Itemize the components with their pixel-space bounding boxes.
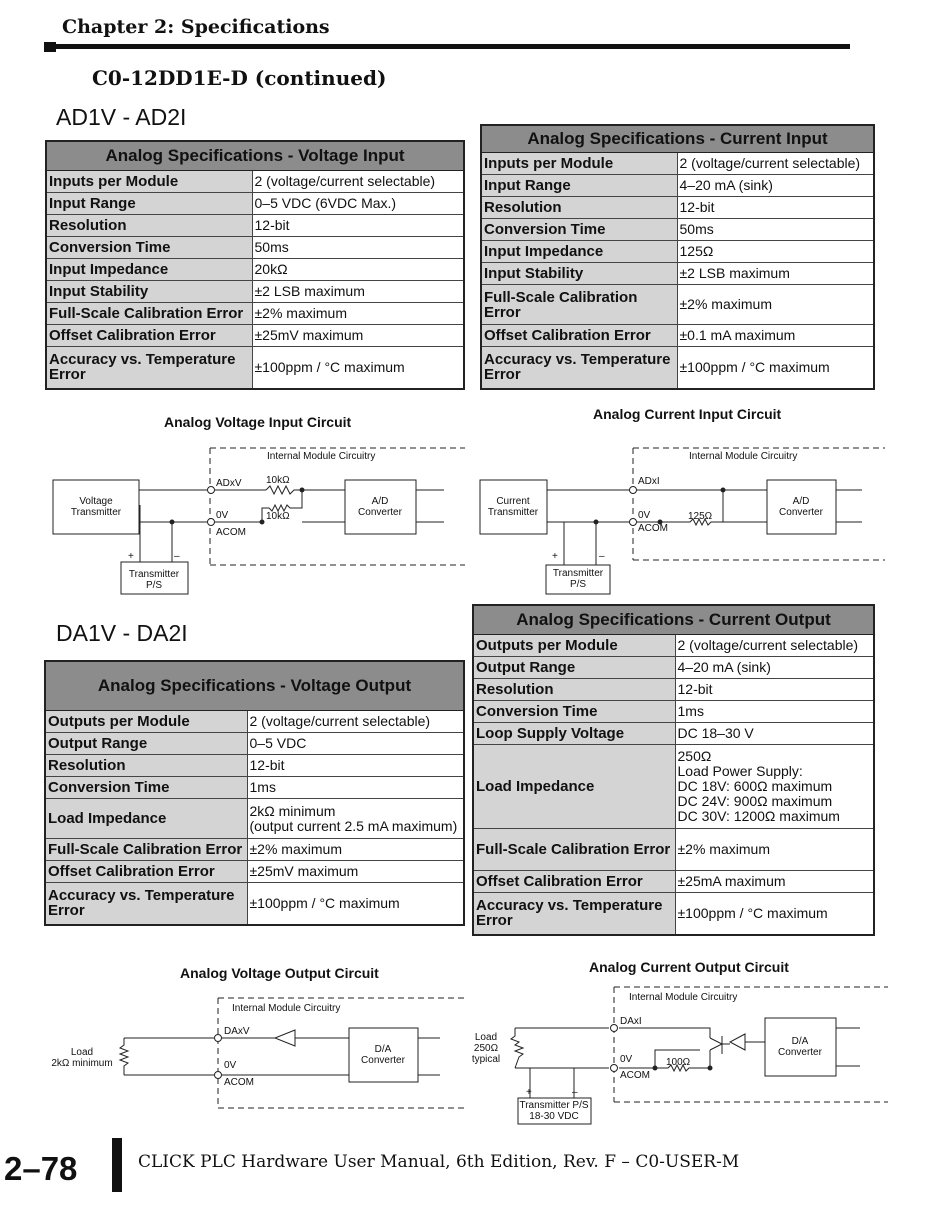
spec-value: 50ms — [252, 237, 464, 259]
spec-label: Outputs per Module — [473, 635, 675, 657]
spec-value: ±2% maximum — [247, 839, 464, 861]
spec-value: ±2% maximum — [675, 829, 874, 871]
spec-label: Full-Scale Calibration Error — [46, 303, 252, 325]
vin-converter-label: A/D Converter — [358, 496, 402, 518]
spec-value: 2 (voltage/current selectable) — [247, 711, 464, 733]
spec-value: 50ms — [677, 219, 874, 241]
iout-com-label: ACOM — [620, 1070, 650, 1081]
spec-value: 4–20 mA (sink) — [675, 657, 874, 679]
spec-value: 12-bit — [252, 215, 464, 237]
spec-label: Conversion Time — [481, 219, 677, 241]
spec-value: 4–20 mA (sink) — [677, 175, 874, 197]
spec-value: 1ms — [247, 777, 464, 799]
spec-value: ±100ppm / °C maximum — [677, 347, 874, 389]
spec-label: Input Stability — [481, 263, 677, 285]
spec-value: 20kΩ — [252, 259, 464, 281]
iout-plus-label: + — [526, 1087, 532, 1098]
vin-ps-label: Transmitter P/S — [128, 569, 180, 591]
spec-value: ±2 LSB maximum — [677, 263, 874, 285]
chapter-heading: Chapter 2: Specifications — [62, 16, 330, 38]
vout-zero-label: 0V — [224, 1060, 237, 1071]
table-title: Analog Specifications - Current Input — [481, 125, 874, 153]
spec-value: 12-bit — [675, 679, 874, 701]
spec-label: Input Impedance — [46, 259, 252, 281]
vout-com-label: ACOM — [224, 1077, 254, 1088]
spec-value: 1ms — [675, 701, 874, 723]
spec-label: Outputs per Module — [45, 711, 247, 733]
spec-label: Accuracy vs. Temperature Error — [473, 893, 675, 935]
spec-value: 12-bit — [677, 197, 874, 219]
spec-value: 0–5 VDC — [247, 733, 464, 755]
vin-com-label: ACOM — [216, 527, 246, 538]
iin-r1-label: 125Ω — [688, 511, 713, 522]
spec-label: Output Range — [473, 657, 675, 679]
spec-label: Resolution — [481, 197, 677, 219]
iin-com-label: ACOM — [638, 523, 668, 534]
spec-value: 2 (voltage/current selectable) — [675, 635, 874, 657]
spec-label: Full-Scale Calibration Error — [481, 285, 677, 325]
footer-text: CLICK PLC Hardware User Manual, 6th Edition, Rev. F – C0-USER-M — [138, 1152, 740, 1172]
spec-label: Inputs per Module — [481, 153, 677, 175]
vout-load-label: Load 2kΩ minimum — [51, 1047, 113, 1069]
iout-converter-label: D/A Converter — [778, 1036, 822, 1058]
current-input-circuit-title: Analog Current Input Circuit — [593, 406, 782, 422]
iout-load-label: Load 250Ω typical — [471, 1032, 501, 1065]
spec-value: ±2% maximum — [252, 303, 464, 325]
table-title: Analog Specifications - Current Output — [473, 605, 874, 635]
iin-minus-label: – — [599, 551, 605, 562]
spec-label: Conversion Time — [473, 701, 675, 723]
vin-zero-label: 0V — [216, 510, 229, 521]
spec-label: Loop Supply Voltage — [473, 723, 675, 745]
section-heading-output: DA1V - DA2I — [56, 620, 188, 646]
iin-plus-label: + — [552, 551, 558, 562]
iout-ps-label: Transmitter P/S 18-30 VDC — [519, 1100, 589, 1122]
spec-label: Accuracy vs. Temperature Error — [481, 347, 677, 389]
iout-zero-label: 0V — [620, 1054, 633, 1065]
voltage-output-circuit-title: Analog Voltage Output Circuit — [180, 965, 379, 981]
spec-label: Conversion Time — [45, 777, 247, 799]
spec-value: DC 18–30 V — [675, 723, 874, 745]
spec-value: ±25mV maximum — [247, 861, 464, 883]
iout-minus-label: – — [572, 1087, 578, 1098]
spec-label: Accuracy vs. Temperature Error — [46, 347, 252, 389]
vin-internal-label: Internal Module Circuitry — [267, 451, 376, 462]
vin-r2-label: 10kΩ — [266, 511, 290, 522]
spec-label: Load Impedance — [473, 745, 675, 829]
spec-value: 0–5 VDC (6VDC Max.) — [252, 193, 464, 215]
spec-value: 2 (voltage/current selectable) — [252, 171, 464, 193]
vin-sig-label: ADxV — [216, 478, 242, 489]
spec-label: Accuracy vs. Temperature Error — [45, 883, 247, 925]
spec-label: Resolution — [45, 755, 247, 777]
spec-label: Output Range — [45, 733, 247, 755]
spec-value: ±25mV maximum — [252, 325, 464, 347]
iout-sig-label: DAxI — [620, 1016, 642, 1027]
spec-value: 2kΩ minimum (output current 2.5 mA maximum) — [247, 799, 464, 839]
spec-label: Resolution — [46, 215, 252, 237]
spec-value: ±100ppm / °C maximum — [675, 893, 874, 935]
iin-zero-label: 0V — [638, 510, 651, 521]
spec-label: Input Stability — [46, 281, 252, 303]
spec-value: 250Ω Load Power Supply: DC 18V: 600Ω maximum DC 24V: 900Ω maximum DC 30V: 1200Ω maximum — [675, 745, 874, 829]
spec-label: Input Impedance — [481, 241, 677, 263]
table-title: Analog Specifications - Voltage Output — [45, 661, 464, 711]
model-heading: C0-12DD1E-D (continued) — [92, 66, 387, 90]
vout-converter-label: D/A Converter — [361, 1044, 405, 1066]
spec-label: Full-Scale Calibration Error — [473, 829, 675, 871]
table-title: Analog Specifications - Voltage Input — [46, 141, 464, 171]
iin-internal-label: Internal Module Circuitry — [689, 451, 798, 462]
footer-bar — [112, 1138, 122, 1192]
spec-label: Resolution — [473, 679, 675, 701]
spec-value: 125Ω — [677, 241, 874, 263]
iout-internal-label: Internal Module Circuitry — [629, 992, 738, 1003]
vin-r1-label: 10kΩ — [266, 475, 290, 486]
spec-value: ±100ppm / °C maximum — [247, 883, 464, 925]
iin-ps-label: Transmitter P/S — [552, 568, 604, 590]
spec-label: Offset Calibration Error — [481, 325, 677, 347]
spec-label: Input Range — [46, 193, 252, 215]
vout-sig-label: DAxV — [224, 1026, 250, 1037]
section-heading-input: AD1V - AD2I — [56, 104, 187, 130]
iout-r1-label: 100Ω — [666, 1057, 691, 1068]
spec-value: ±2 LSB maximum — [252, 281, 464, 303]
iin-source-label: Current Transmitter — [487, 496, 539, 518]
spec-value: 2 (voltage/current selectable) — [677, 153, 874, 175]
vin-source-label: Voltage Transmitter — [70, 496, 122, 518]
spec-label: Full-Scale Calibration Error — [45, 839, 247, 861]
spec-label: Inputs per Module — [46, 171, 252, 193]
page-number: 2–78 — [4, 1150, 78, 1187]
spec-value: ±25mA maximum — [675, 871, 874, 893]
voltage-input-circuit-title: Analog Voltage Input Circuit — [164, 414, 352, 430]
spec-label: Offset Calibration Error — [45, 861, 247, 883]
iin-converter-label: A/D Converter — [779, 496, 823, 518]
spec-value: ±2% maximum — [677, 285, 874, 325]
vin-plus-label: + — [128, 551, 134, 562]
spec-value: 12-bit — [247, 755, 464, 777]
vin-minus-label: – — [174, 551, 180, 562]
spec-value: ±100ppm / °C maximum — [252, 347, 464, 389]
current-output-circuit-title: Analog Current Output Circuit — [589, 959, 789, 975]
vout-internal-label: Internal Module Circuitry — [232, 1003, 341, 1014]
spec-label: Offset Calibration Error — [46, 325, 252, 347]
spec-value: ±0.1 mA maximum — [677, 325, 874, 347]
spec-label: Conversion Time — [46, 237, 252, 259]
spec-label: Load Impedance — [45, 799, 247, 839]
spec-label: Offset Calibration Error — [473, 871, 675, 893]
spec-label: Input Range — [481, 175, 677, 197]
iin-sig-label: ADxI — [638, 476, 660, 487]
